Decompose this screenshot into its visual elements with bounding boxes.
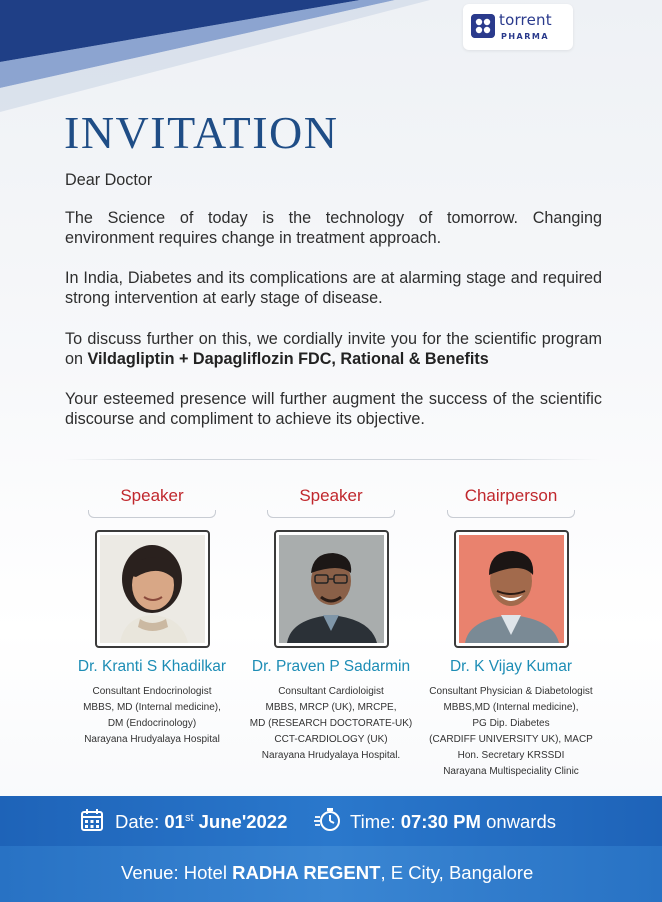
- calendar-icon: [80, 808, 104, 832]
- doctor-photo: [279, 535, 384, 643]
- doctor-photo: [100, 535, 205, 643]
- role-label: Speaker: [120, 486, 184, 505]
- section-divider: [64, 459, 600, 460]
- venue-bar: [0, 846, 662, 902]
- credential-line: MBBS,MD (Internal medicine),: [443, 702, 579, 713]
- doctor-name: Dr. K Vijay Kumar: [449, 658, 573, 675]
- credential-line: MBBS, MD (Internal medicine),: [83, 702, 221, 713]
- brand-logo: [463, 4, 573, 50]
- program-topic: Vildagliptin + Dapagliflozin FDC, Rational & Benefits: [87, 350, 489, 368]
- doctor-name: Dr. Praven P Sadarmin: [251, 658, 411, 675]
- doctor-photo: [459, 535, 564, 643]
- date-day: 01: [164, 811, 185, 832]
- date-month: June'2022: [198, 811, 288, 832]
- date-suffix: st: [184, 811, 194, 824]
- time-suffix: onwards: [486, 811, 557, 832]
- greeting: Dear Doctor: [65, 171, 153, 189]
- chairperson-card: [421, 484, 601, 780]
- brand-name: torrent: [499, 11, 552, 29]
- credential-line: Consultant Physician & Diabetologist: [429, 686, 593, 697]
- credential-line: (CARDIFF UNIVERSITY UK), MACP: [429, 734, 593, 745]
- speaker-card: [241, 484, 421, 764]
- date-label: Date:: [115, 811, 160, 832]
- doctor-photo-frame: [95, 530, 210, 648]
- doctor-photo-frame: [274, 530, 389, 648]
- doctor-credentials: [62, 684, 242, 748]
- venue-name: RADHA REGENT: [232, 862, 381, 883]
- credential-line: DM (Endocrinology): [107, 718, 197, 729]
- page-title: INVITATION: [64, 107, 339, 158]
- credential-line: Consultant Endocrinologist: [92, 686, 212, 697]
- credential-line: MD (RESEARCH DOCTORATE-UK): [249, 718, 413, 729]
- torrent-logo-icon: [471, 14, 495, 38]
- time-value: 07:30 PM: [400, 811, 481, 832]
- credential-line: Consultant Cardioloigist: [278, 686, 384, 697]
- paragraph-3: [65, 329, 602, 369]
- credential-line: Narayana Hrudyalaya Hospital: [84, 734, 220, 745]
- doctor-credentials: [421, 684, 601, 780]
- paragraph-2: In India, Diabetes and its complications are at alarming stage and required strong intervention at early stage of disease.: [65, 269, 602, 307]
- credential-line: CCT-CARDIOLOGY (UK): [274, 734, 388, 745]
- role-label: Chairperson: [464, 486, 558, 505]
- role-underline: [267, 510, 395, 518]
- venue-location: , E City, Bangalore: [380, 862, 534, 883]
- paragraph-3-text: To discuss further on this, we cordially invite you for the scientific program on: [65, 330, 602, 368]
- date-time-bar: [0, 796, 662, 846]
- doctor-credentials: [241, 684, 421, 764]
- event-date: [115, 811, 287, 833]
- event-time: [350, 811, 556, 833]
- venue-label: Venue: Hotel: [121, 862, 233, 883]
- event-venue: [121, 862, 533, 884]
- brand-subtitle: PHARMA: [501, 32, 550, 41]
- role-underline: [88, 510, 216, 518]
- role-underline: [447, 510, 575, 518]
- doctor-name: Dr. Kranti S Khadilkar: [77, 658, 227, 675]
- credential-line: PG Dip. Diabetes: [472, 718, 550, 729]
- credential-line: MBBS, MRCP (UK), MRCPE,: [265, 702, 397, 713]
- speaker-card: [62, 484, 242, 748]
- credential-line: Narayana Multispeciality Clinic: [443, 766, 579, 777]
- credential-line: Narayana Hrudyalaya Hospital.: [261, 750, 401, 761]
- paragraph-4: Your esteemed presence will further augment the success of the scientific discourse and compliment to achieve its objective.: [65, 390, 602, 428]
- time-label: Time:: [350, 811, 396, 832]
- role-label: Speaker: [299, 486, 363, 505]
- doctor-photo-frame: [454, 530, 569, 648]
- stopwatch-icon: [314, 807, 342, 833]
- credential-line: Hon. Secretary KRSSDI: [457, 750, 565, 761]
- paragraph-1: The Science of today is the technology of tomorrow. Changing environment requires change in treatment approach.: [65, 209, 602, 247]
